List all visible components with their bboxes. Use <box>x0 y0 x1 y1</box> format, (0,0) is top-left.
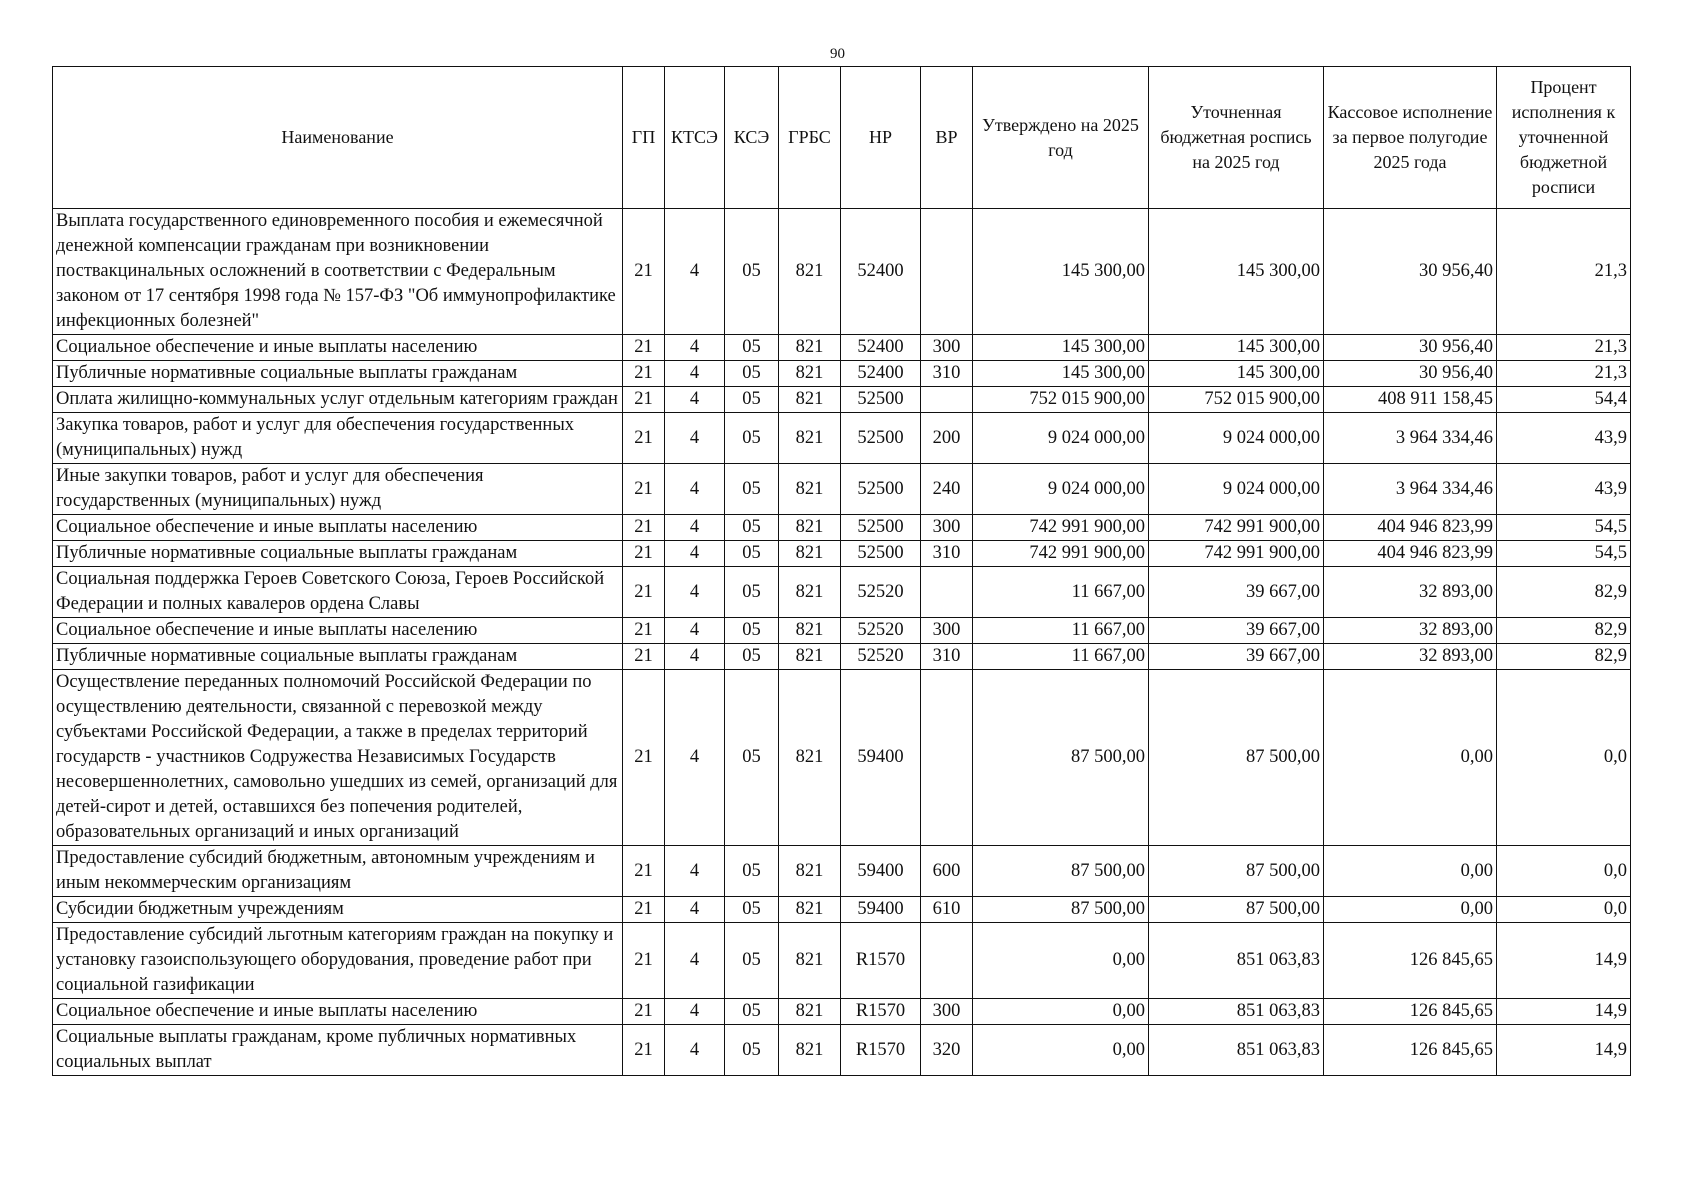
table-row <box>53 923 1631 999</box>
cell-nr: R1570 <box>841 923 921 999</box>
cell-name: Предоставление субсидий бюджетным, автономным учреждениям и иным некоммерческим организациям <box>53 846 623 897</box>
table-row <box>53 567 1631 618</box>
cell-kse: 05 <box>725 923 779 999</box>
cell-nr: 52500 <box>841 464 921 515</box>
cell-kse: 05 <box>725 644 779 670</box>
cell-vr: 300 <box>921 515 973 541</box>
table-row <box>53 644 1631 670</box>
cell-gp: 21 <box>623 618 665 644</box>
cell-refined: 87 500,00 <box>1149 670 1324 846</box>
cell-kse: 05 <box>725 846 779 897</box>
cell-grbs: 821 <box>779 515 841 541</box>
cell-ktse: 4 <box>665 846 725 897</box>
cell-ktse: 4 <box>665 361 725 387</box>
cell-ktse: 4 <box>665 897 725 923</box>
cell-percent: 82,9 <box>1497 644 1631 670</box>
cell-vr: 240 <box>921 464 973 515</box>
cell-refined: 87 500,00 <box>1149 897 1324 923</box>
cell-ktse: 4 <box>665 387 725 413</box>
table-row <box>53 387 1631 413</box>
cell-grbs: 821 <box>779 335 841 361</box>
cell-gp: 21 <box>623 209 665 335</box>
cell-ktse: 4 <box>665 618 725 644</box>
cell-approved: 145 300,00 <box>973 361 1149 387</box>
table-row <box>53 999 1631 1025</box>
cell-grbs: 821 <box>779 644 841 670</box>
cell-nr: 59400 <box>841 846 921 897</box>
cell-grbs: 821 <box>779 567 841 618</box>
cell-refined: 9 024 000,00 <box>1149 464 1324 515</box>
page-number: 90 <box>830 46 845 62</box>
cell-name: Публичные нормативные социальные выплаты гражданам <box>53 644 623 670</box>
cell-cash: 30 956,40 <box>1324 335 1497 361</box>
cell-nr: R1570 <box>841 999 921 1025</box>
table-row <box>53 361 1631 387</box>
cell-ktse: 4 <box>665 670 725 846</box>
header-approved: Утверждено на 2025 год <box>973 67 1149 209</box>
cell-nr: 52500 <box>841 387 921 413</box>
cell-nr: 52520 <box>841 567 921 618</box>
cell-refined: 145 300,00 <box>1149 361 1324 387</box>
cell-vr: 300 <box>921 999 973 1025</box>
table-row <box>53 464 1631 515</box>
cell-approved: 9 024 000,00 <box>973 413 1149 464</box>
cell-percent: 0,0 <box>1497 846 1631 897</box>
cell-vr <box>921 670 973 846</box>
cell-grbs: 821 <box>779 361 841 387</box>
header-ktse: КТСЭ <box>665 67 725 209</box>
cell-name: Публичные нормативные социальные выплаты гражданам <box>53 541 623 567</box>
cell-name: Закупка товаров, работ и услуг для обеспечения государственных (муниципальных) нужд <box>53 413 623 464</box>
cell-cash: 32 893,00 <box>1324 618 1497 644</box>
cell-vr <box>921 567 973 618</box>
cell-ktse: 4 <box>665 335 725 361</box>
header-name: Наименование <box>53 67 623 209</box>
cell-nr: 52400 <box>841 335 921 361</box>
cell-refined: 851 063,83 <box>1149 923 1324 999</box>
cell-gp: 21 <box>623 413 665 464</box>
table-row <box>53 413 1631 464</box>
cell-refined: 851 063,83 <box>1149 999 1324 1025</box>
cell-ktse: 4 <box>665 923 725 999</box>
cell-ktse: 4 <box>665 413 725 464</box>
cell-percent: 0,0 <box>1497 897 1631 923</box>
cell-vr: 310 <box>921 361 973 387</box>
cell-percent: 14,9 <box>1497 923 1631 999</box>
cell-refined: 39 667,00 <box>1149 567 1324 618</box>
cell-refined: 145 300,00 <box>1149 335 1324 361</box>
cell-percent: 43,9 <box>1497 413 1631 464</box>
cell-cash: 0,00 <box>1324 897 1497 923</box>
cell-vr: 320 <box>921 1025 973 1076</box>
cell-cash: 126 845,65 <box>1324 923 1497 999</box>
header-kse: КСЭ <box>725 67 779 209</box>
cell-name: Социальная поддержка Героев Советского Союза, Героев Российской Федерации и полных кавалеров ордена Славы <box>53 567 623 618</box>
cell-refined: 851 063,83 <box>1149 1025 1324 1076</box>
cell-name: Выплата государственного единовременного пособия и ежемесячной денежной компенсации гражданам при возникновении поствакцинальных осложнений в соответствии с Федеральным законом от 17 сентября 1998 года № 157-ФЗ "Об иммунопрофилактике инфекционных болезней" <box>53 209 623 335</box>
cell-nr: 52500 <box>841 413 921 464</box>
cell-vr: 610 <box>921 897 973 923</box>
header-gp: ГП <box>623 67 665 209</box>
cell-percent: 82,9 <box>1497 618 1631 644</box>
table-row <box>53 335 1631 361</box>
cell-nr: 59400 <box>841 897 921 923</box>
cell-cash: 404 946 823,99 <box>1324 515 1497 541</box>
cell-cash: 0,00 <box>1324 846 1497 897</box>
cell-approved: 0,00 <box>973 923 1149 999</box>
cell-percent: 21,3 <box>1497 209 1631 335</box>
budget-table <box>52 66 1631 1076</box>
table-row <box>53 209 1631 335</box>
cell-ktse: 4 <box>665 644 725 670</box>
cell-refined: 742 991 900,00 <box>1149 541 1324 567</box>
table-row <box>53 515 1631 541</box>
cell-nr: 52400 <box>841 361 921 387</box>
cell-percent: 21,3 <box>1497 361 1631 387</box>
cell-ktse: 4 <box>665 209 725 335</box>
cell-percent: 54,5 <box>1497 515 1631 541</box>
cell-approved: 11 667,00 <box>973 567 1149 618</box>
cell-gp: 21 <box>623 644 665 670</box>
cell-approved: 9 024 000,00 <box>973 464 1149 515</box>
cell-kse: 05 <box>725 541 779 567</box>
cell-percent: 21,3 <box>1497 335 1631 361</box>
cell-approved: 145 300,00 <box>973 335 1149 361</box>
cell-grbs: 821 <box>779 923 841 999</box>
header-cash: Кассовое исполнение за первое полугодие 2025 года <box>1324 67 1497 209</box>
cell-name: Публичные нормативные социальные выплаты гражданам <box>53 361 623 387</box>
cell-gp: 21 <box>623 670 665 846</box>
cell-name: Социальное обеспечение и иные выплаты населению <box>53 335 623 361</box>
table-row <box>53 1025 1631 1076</box>
cell-gp: 21 <box>623 361 665 387</box>
cell-kse: 05 <box>725 209 779 335</box>
cell-approved: 87 500,00 <box>973 670 1149 846</box>
cell-nr: 52400 <box>841 209 921 335</box>
header-refined: Уточненная бюджетная роспись на 2025 год <box>1149 67 1324 209</box>
cell-grbs: 821 <box>779 670 841 846</box>
header-percent: Процент исполнения к уточненной бюджетной росписи <box>1497 67 1631 209</box>
cell-ktse: 4 <box>665 515 725 541</box>
cell-approved: 0,00 <box>973 1025 1149 1076</box>
cell-kse: 05 <box>725 897 779 923</box>
cell-cash: 30 956,40 <box>1324 209 1497 335</box>
cell-kse: 05 <box>725 413 779 464</box>
cell-percent: 0,0 <box>1497 670 1631 846</box>
cell-name: Иные закупки товаров, работ и услуг для обеспечения государственных (муниципальных) нужд <box>53 464 623 515</box>
cell-gp: 21 <box>623 897 665 923</box>
cell-gp: 21 <box>623 335 665 361</box>
cell-ktse: 4 <box>665 464 725 515</box>
cell-cash: 126 845,65 <box>1324 999 1497 1025</box>
cell-nr: 52500 <box>841 515 921 541</box>
cell-name: Предоставление субсидий льготным категориям граждан на покупку и установку газоиспользующего оборудования, проведение работ при социальной газификации <box>53 923 623 999</box>
cell-grbs: 821 <box>779 897 841 923</box>
table-row <box>53 618 1631 644</box>
cell-gp: 21 <box>623 464 665 515</box>
cell-grbs: 821 <box>779 846 841 897</box>
cell-vr: 300 <box>921 335 973 361</box>
cell-approved: 0,00 <box>973 999 1149 1025</box>
cell-refined: 742 991 900,00 <box>1149 515 1324 541</box>
cell-cash: 0,00 <box>1324 670 1497 846</box>
cell-gp: 21 <box>623 923 665 999</box>
cell-grbs: 821 <box>779 413 841 464</box>
cell-cash: 3 964 334,46 <box>1324 464 1497 515</box>
cell-cash: 32 893,00 <box>1324 567 1497 618</box>
cell-refined: 9 024 000,00 <box>1149 413 1324 464</box>
cell-kse: 05 <box>725 335 779 361</box>
cell-kse: 05 <box>725 999 779 1025</box>
cell-kse: 05 <box>725 387 779 413</box>
cell-grbs: 821 <box>779 999 841 1025</box>
cell-percent: 14,9 <box>1497 1025 1631 1076</box>
cell-name: Социальные выплаты гражданам, кроме публичных нормативных социальных выплат <box>53 1025 623 1076</box>
cell-kse: 05 <box>725 618 779 644</box>
cell-gp: 21 <box>623 567 665 618</box>
cell-nr: 59400 <box>841 670 921 846</box>
cell-approved: 742 991 900,00 <box>973 515 1149 541</box>
cell-refined: 145 300,00 <box>1149 209 1324 335</box>
cell-cash: 32 893,00 <box>1324 644 1497 670</box>
cell-refined: 87 500,00 <box>1149 846 1324 897</box>
cell-approved: 742 991 900,00 <box>973 541 1149 567</box>
cell-name: Осуществление переданных полномочий Российской Федерации по осуществлению деятельности, связанной с перевозкой между субъектами Российской Федерации, а также в пределах территорий государств - участников Содружества Независимых Государств несовершеннолетних, самовольно ушедших из семей, организаций для детей-сирот и детей, оставшихся без попечения родителей, образовательных организаций и иных организаций <box>53 670 623 846</box>
cell-vr: 310 <box>921 541 973 567</box>
header-grbs: ГРБС <box>779 67 841 209</box>
cell-gp: 21 <box>623 541 665 567</box>
cell-nr: 52520 <box>841 644 921 670</box>
cell-approved: 752 015 900,00 <box>973 387 1149 413</box>
cell-percent: 14,9 <box>1497 999 1631 1025</box>
table-row <box>53 541 1631 567</box>
cell-percent: 54,4 <box>1497 387 1631 413</box>
cell-cash: 408 911 158,45 <box>1324 387 1497 413</box>
cell-gp: 21 <box>623 387 665 413</box>
cell-vr: 300 <box>921 618 973 644</box>
cell-cash: 126 845,65 <box>1324 1025 1497 1076</box>
cell-ktse: 4 <box>665 541 725 567</box>
table-header-row <box>53 67 1631 209</box>
cell-kse: 05 <box>725 567 779 618</box>
cell-nr: R1570 <box>841 1025 921 1076</box>
table-body <box>53 209 1631 1076</box>
cell-refined: 39 667,00 <box>1149 618 1324 644</box>
cell-kse: 05 <box>725 464 779 515</box>
cell-name: Социальное обеспечение и иные выплаты населению <box>53 515 623 541</box>
cell-name: Субсидии бюджетным учреждениям <box>53 897 623 923</box>
cell-percent: 43,9 <box>1497 464 1631 515</box>
cell-approved: 11 667,00 <box>973 644 1149 670</box>
header-nr: НР <box>841 67 921 209</box>
cell-nr: 52520 <box>841 618 921 644</box>
cell-name: Социальное обеспечение и иные выплаты населению <box>53 618 623 644</box>
cell-kse: 05 <box>725 361 779 387</box>
cell-kse: 05 <box>725 1025 779 1076</box>
cell-approved: 11 667,00 <box>973 618 1149 644</box>
cell-gp: 21 <box>623 999 665 1025</box>
cell-grbs: 821 <box>779 1025 841 1076</box>
cell-vr <box>921 923 973 999</box>
cell-name: Социальное обеспечение и иные выплаты населению <box>53 999 623 1025</box>
cell-ktse: 4 <box>665 1025 725 1076</box>
cell-vr <box>921 209 973 335</box>
cell-percent: 82,9 <box>1497 567 1631 618</box>
cell-gp: 21 <box>623 515 665 541</box>
cell-vr <box>921 387 973 413</box>
cell-grbs: 821 <box>779 541 841 567</box>
cell-approved: 87 500,00 <box>973 897 1149 923</box>
cell-vr: 600 <box>921 846 973 897</box>
cell-kse: 05 <box>725 515 779 541</box>
cell-kse: 05 <box>725 670 779 846</box>
table-row <box>53 897 1631 923</box>
cell-ktse: 4 <box>665 567 725 618</box>
cell-refined: 39 667,00 <box>1149 644 1324 670</box>
cell-nr: 52500 <box>841 541 921 567</box>
cell-grbs: 821 <box>779 618 841 644</box>
cell-cash: 3 964 334,46 <box>1324 413 1497 464</box>
header-vr: ВР <box>921 67 973 209</box>
cell-approved: 87 500,00 <box>973 846 1149 897</box>
table-row <box>53 670 1631 846</box>
cell-approved: 145 300,00 <box>973 209 1149 335</box>
cell-name: Оплата жилищно-коммунальных услуг отдельным категориям граждан <box>53 387 623 413</box>
cell-grbs: 821 <box>779 464 841 515</box>
cell-percent: 54,5 <box>1497 541 1631 567</box>
cell-gp: 21 <box>623 846 665 897</box>
cell-gp: 21 <box>623 1025 665 1076</box>
cell-ktse: 4 <box>665 999 725 1025</box>
cell-vr: 310 <box>921 644 973 670</box>
cell-cash: 404 946 823,99 <box>1324 541 1497 567</box>
table-row <box>53 846 1631 897</box>
cell-vr: 200 <box>921 413 973 464</box>
cell-grbs: 821 <box>779 209 841 335</box>
cell-cash: 30 956,40 <box>1324 361 1497 387</box>
cell-refined: 752 015 900,00 <box>1149 387 1324 413</box>
cell-grbs: 821 <box>779 387 841 413</box>
